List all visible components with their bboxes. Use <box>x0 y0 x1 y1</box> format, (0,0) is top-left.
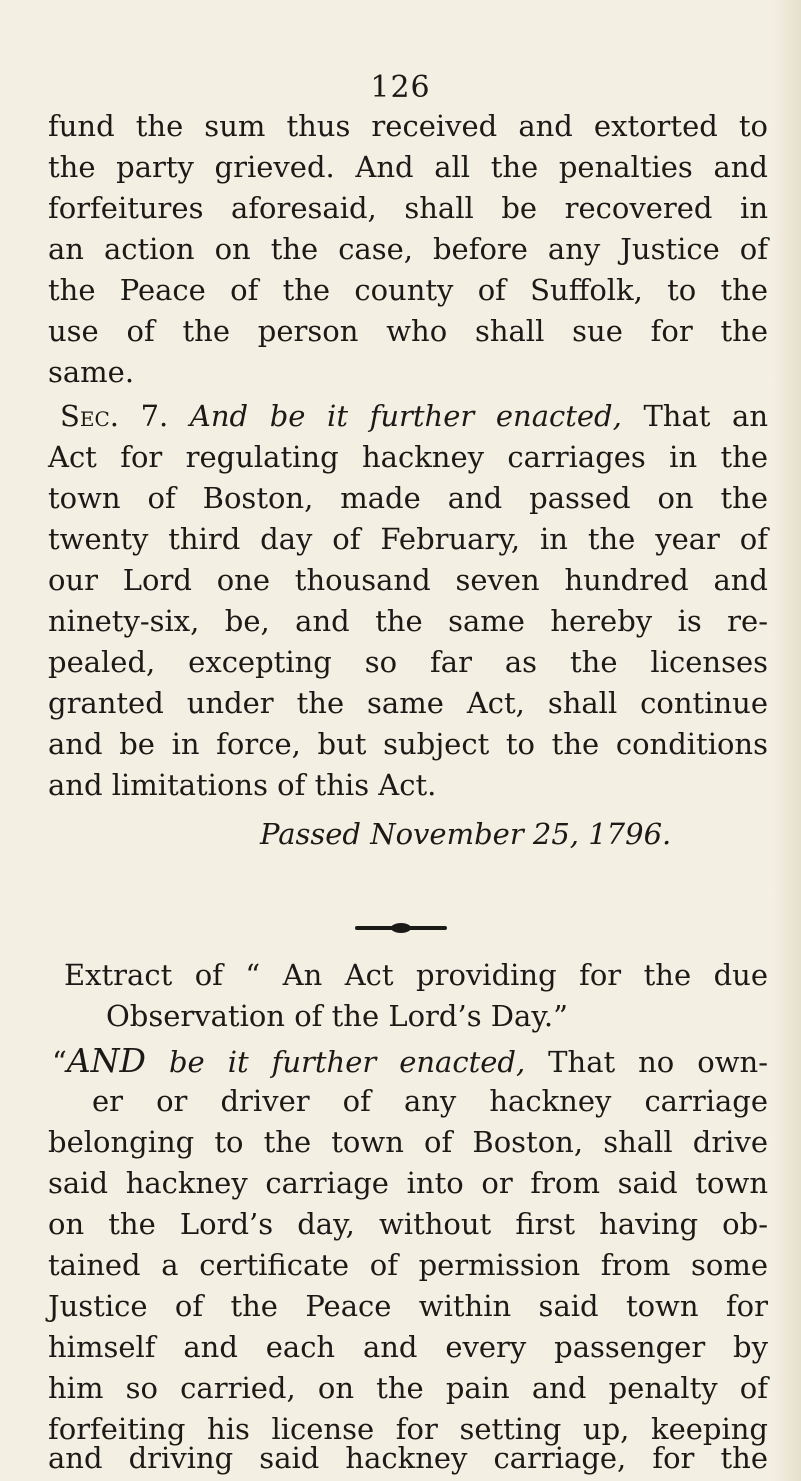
extract-text: That no own- <box>548 1045 768 1079</box>
text-line: forfeiting his license for setting up, keeping <box>48 1412 768 1446</box>
text-line: Act for regulating hackney carriages in the <box>48 440 768 474</box>
text-line: pealed, excepting so far as the licenses <box>48 645 768 679</box>
page-number: 126 <box>370 70 431 105</box>
text-line: tained a certificate of permission from some <box>48 1248 768 1282</box>
text-line: him so carried, on the pain and penalty of <box>48 1371 768 1405</box>
text-line: granted under the same Act, shall continue <box>48 686 768 720</box>
passed-date: Passed November 25, 1796. <box>260 817 672 851</box>
enacting-clause: And be it further enacted, <box>189 399 622 433</box>
section-divider <box>355 926 447 930</box>
section-label: Sec. 7. <box>60 399 169 433</box>
text-line: ninety-six, be, and the same hereby is re- <box>48 604 768 638</box>
section-text: That an <box>643 399 769 433</box>
text-line: forfeitures aforesaid, shall be recovered in <box>48 191 768 225</box>
extract-title-line: Observation of the Lord’s Day.” <box>106 999 568 1033</box>
extract-heading-line <box>52 1040 768 1083</box>
text-line: the Peace of the county of Suffolk, to the <box>48 273 768 307</box>
text-line: said hackney carriage into or from said town <box>48 1166 768 1200</box>
text-line: same. <box>48 355 135 389</box>
text-line: an action on the case, before any Justice of <box>48 232 768 266</box>
extract-title-line: Extract of “ An Act providing for the due <box>64 958 768 992</box>
enacting-clause: be it further enacted, <box>168 1045 526 1079</box>
text-line: and be in force, but subject to the conditions <box>48 727 768 761</box>
and-initial: AND <box>66 1041 146 1080</box>
text-line: Justice of the Peace within said town for <box>48 1289 768 1323</box>
open-quote: “ <box>52 1045 67 1079</box>
text-line: on the Lord’s day, without first having ob- <box>48 1207 768 1241</box>
text-line: the party grieved. And all the penalties and <box>48 150 768 184</box>
text-line: our Lord one thousand seven hundred and <box>48 563 768 597</box>
text-line: belonging to the town of Boston, shall drive <box>48 1125 768 1159</box>
page-edge-shadow <box>773 0 801 1481</box>
text-line: and limitations of this Act. <box>48 768 437 802</box>
text-line: himself and each and every passenger by <box>48 1330 768 1364</box>
text-line: er or driver of any hackney carriage <box>92 1084 768 1118</box>
text-line: fund the sum thus received and extorted to <box>48 109 768 143</box>
section-7-heading-line <box>60 396 768 437</box>
text-line: town of Boston, made and passed on the <box>48 481 768 515</box>
text-line: use of the person who shall sue for the <box>48 314 768 348</box>
text-line: and driving said hackney carriage, for the <box>48 1441 768 1475</box>
text-line: twenty third day of February, in the year of <box>48 522 768 556</box>
